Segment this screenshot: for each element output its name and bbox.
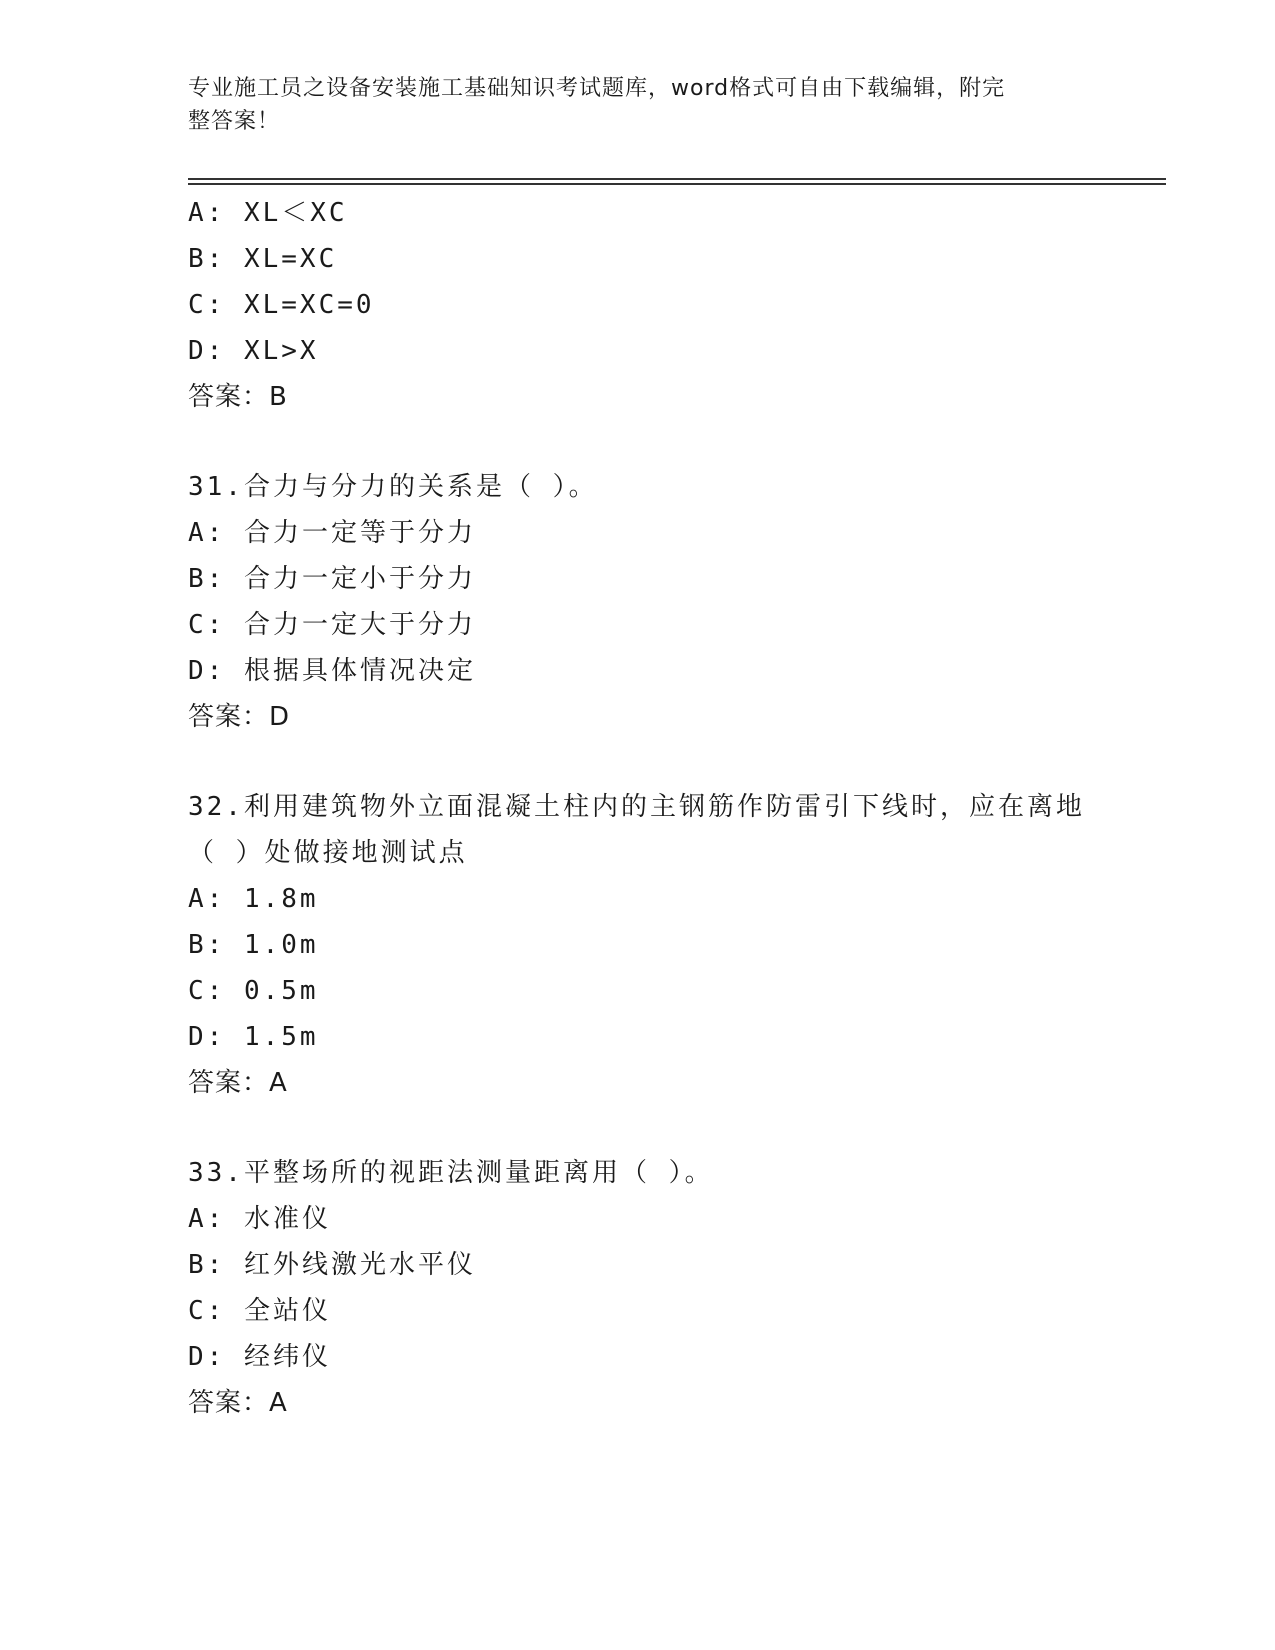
option-a: A: XL＜XC [188,198,348,228]
option-a: A: 1.8m [188,884,319,914]
option-d: D: 1.5m [188,1022,319,1052]
answer-line: 答案：A [188,1388,288,1418]
answer-line: 答案：D [188,702,291,732]
question-31 [188,464,1138,740]
option-d: D: 经纬仪 [188,1342,331,1372]
option-b: B: 1.0m [188,930,319,960]
option-c: C: XL=XC=0 [188,290,375,320]
header-divider-top [188,178,1166,180]
question-30-continued [188,190,1138,420]
option-c: C: 合力一定大于分力 [188,610,476,640]
question-text: 31.合力与分力的关系是（ ）。 [188,472,598,502]
option-c: C: 全站仪 [188,1296,331,1326]
question-text-continued: （ ）处做接地测试点 [188,838,468,868]
header-title-line-2: 整答案！ [188,109,281,134]
answer-line: 答案：A [188,1068,288,1098]
question-number: 31. [188,472,244,502]
option-c: C: 0.5m [188,976,319,1006]
option-a: A: 合力一定等于分力 [188,518,476,548]
option-a: A: 水准仪 [188,1204,331,1234]
question-list [188,190,1138,1426]
question-text: 32.利用建筑物外立面混凝土柱内的主钢筋作防雷引下线时，应在离地 [188,792,1085,822]
header-divider-bottom [188,183,1166,185]
header-title-line-1: 专业施工员之设备安装施工基础知识考试题库，word格式可自由下载编辑，附完 [188,76,1006,101]
question-number: 32. [188,792,244,822]
document-header [188,72,1088,138]
option-d: D: 根据具体情况决定 [188,656,476,686]
question-text: 33.平整场所的视距法测量距离用（ ）。 [188,1158,714,1188]
option-b: B: XL=XC [188,244,338,274]
question-32 [188,784,1138,1106]
option-b: B: 红外线激光水平仪 [188,1250,476,1280]
answer-line: 答案：B [188,382,288,412]
question-number: 33. [188,1158,244,1188]
question-33 [188,1150,1138,1426]
option-b: B: 合力一定小于分力 [188,564,476,594]
option-d: D: XL>X [188,336,319,366]
